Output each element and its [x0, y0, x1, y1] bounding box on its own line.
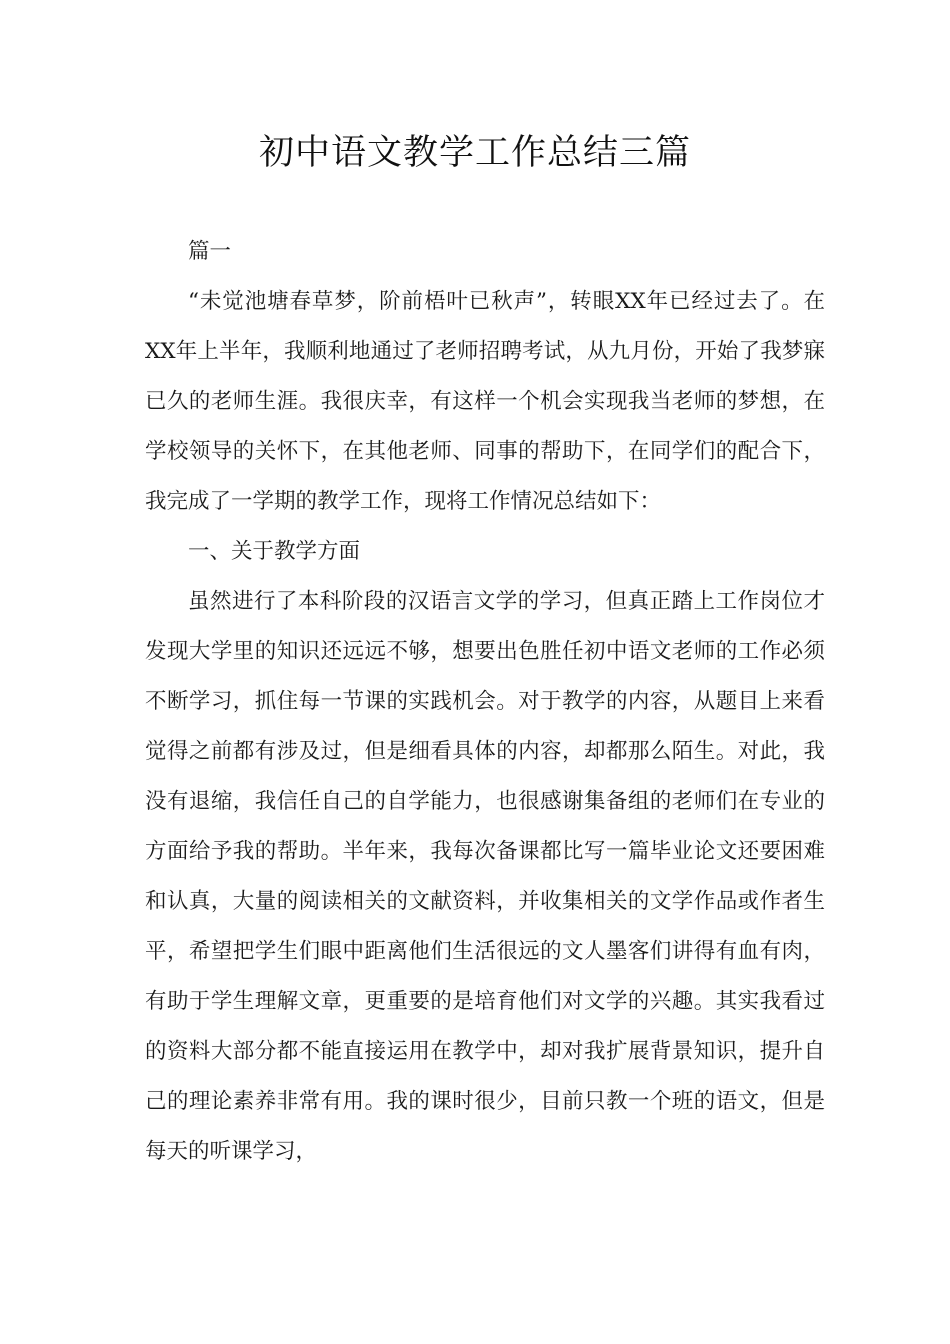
teaching-paragraph: 虽然进行了本科阶段的汉语言文学的学习，但真正踏上工作岗位才发现大学里的知识还远远不够，想要出色胜任初中语文老师的工作必须不断学习，抓住每一节课的实践机会。对于教学的内容，从题目上来看觉得之前都有涉及过，但是细看具体的内容，却都那么陌生。对此，我没有退缩，我信任自己的自学能力，也很感谢集备组的老师们在专业的方面给予我的帮助。半年来，我每次备课都比写一篇毕业论文还要困难和认真，大量的阅读相关的文献资料，并收集相关的文学作品或作者生平，希望把学生们眼中距离他们生活很远的文人墨客们讲得有血有肉，有助于学生理解文章，更重要的是培育他们对文学的兴趣。其实我看过的资料大部分都不能直接运用在教学中，却对我扩展背景知识，提升自己的理论素养非常有用。我的课时很少，目前只教一个班的语文，但是每天的听课学习， [145, 589, 825, 1164]
section-label: 篇一 [188, 239, 232, 264]
subheading-teaching: 一、关于教学方面 [188, 539, 361, 564]
document-body [145, 227, 825, 1177]
intro-paragraph: “未觉池塘春草梦，阶前梧叶已秋声”，转眼XX年已经过去了。在XX年上半年，我顺利地通过了老师招聘考试，从九月份，开始了我梦寐已久的老师生涯。我很庆幸，有这样一个机会实现我当老师的梦想，在学校领导的关怀下，在其他老师、同事的帮助下，在同学们的配合下，我完成了一学期的教学工作，现将工作情况总结如下： [145, 289, 825, 514]
document-title: 初中语文教学工作总结三篇 [258, 133, 691, 173]
